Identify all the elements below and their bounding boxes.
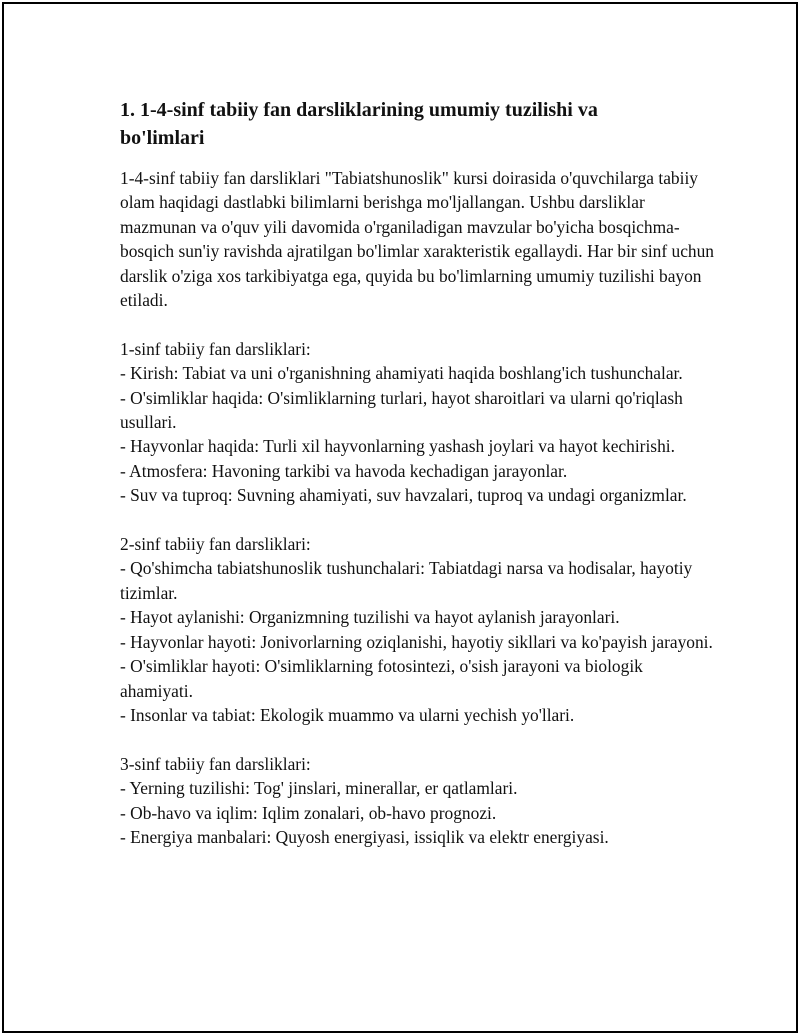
intro-paragraph: 1-4-sinf tabiiy fan darsliklari "Tabiatshunoslik" kursi doirasida o'quvchilarga tabiiy olam haqidagi dastlabki bilimlarni berishga mo'ljallangan. Ushbu darsliklar mazmunan va o'quv yili davomida o'rganiladigan mavzular bo'yicha bosqichma-bosqich sun'iy ravishda ajratilgan bo'limlar xarakteristik egallaydi. Har bir sinf uchun darslik o'ziga xos tarkibiyatga ega, quyida bu bo'limlarning umumiy tuzilishi bayon etiladi. [120,168,715,311]
list-item: - Qo'shimcha tabiatshunoslik tushunchalari: Tabiatdagi narsa va hodisalar, hayotiy tizimlar. [120,558,693,603]
list-item: - Suv va tuproq: Suvning ahamiyati, suv havzalari, tuproq va undagi organizmlar. [120,485,687,506]
list-item: - Kirish: Tabiat va uni o'rganishning ahamiyati haqida boshlang'ich tushunchalar. [120,363,683,384]
section-heading: 1-sinf tabiiy fan darsliklari: [120,338,311,359]
list-item: - Energiya manbalari: Quyosh energiyasi, issiqlik va elektr energiyasi. [120,826,609,847]
document-content [120,96,720,849]
section-heading: 3-sinf tabiiy fan darsliklari: [120,753,311,774]
list-item: - Hayvonlar hayoti: Jonivorlarning oziqlanishi, hayotiy sikllari va ko'payish jarayoni. [120,631,713,652]
section-grade-1 [120,337,720,508]
section-grade-2 [120,532,720,727]
list-item: - O'simliklar hayoti: O'simliklarning fotosintezi, o'sish jarayoni va biologik ahamiyati. [120,656,643,701]
list-item: - Hayot aylanishi: Organizmning tuzilishi va hayot aylanish jarayonlari. [120,607,620,628]
section-heading: 2-sinf tabiiy fan darsliklari: [120,534,311,555]
document-title: 1. 1-4-sinf tabiiy fan darsliklarining umumiy tuzilishi va bo'limlari [120,99,598,149]
list-item: - Atmosfera: Havoning tarkibi va havoda kechadigan jarayonlar. [120,460,568,481]
list-item: - Hayvonlar haqida: Turli xil hayvonlarning yashash joylari va hayot kechirishi. [120,436,675,457]
list-item: - O'simliklar haqida: O'simliklarning turlari, hayot sharoitlari va ularni qo'riqlash usullari. [120,387,683,433]
list-item: - Ob-havo va iqlim: Iqlim zonalari, ob-havo prognozi. [120,802,497,823]
section-grade-3 [120,752,720,850]
list-item: - Insonlar va tabiat: Ekologik muammo va ularni yechish yo'llari. [120,704,575,725]
list-item: - Yerning tuzilishi: Tog' jinslari, minerallar, er qatlamlari. [120,778,518,799]
document-page [2,2,798,1033]
